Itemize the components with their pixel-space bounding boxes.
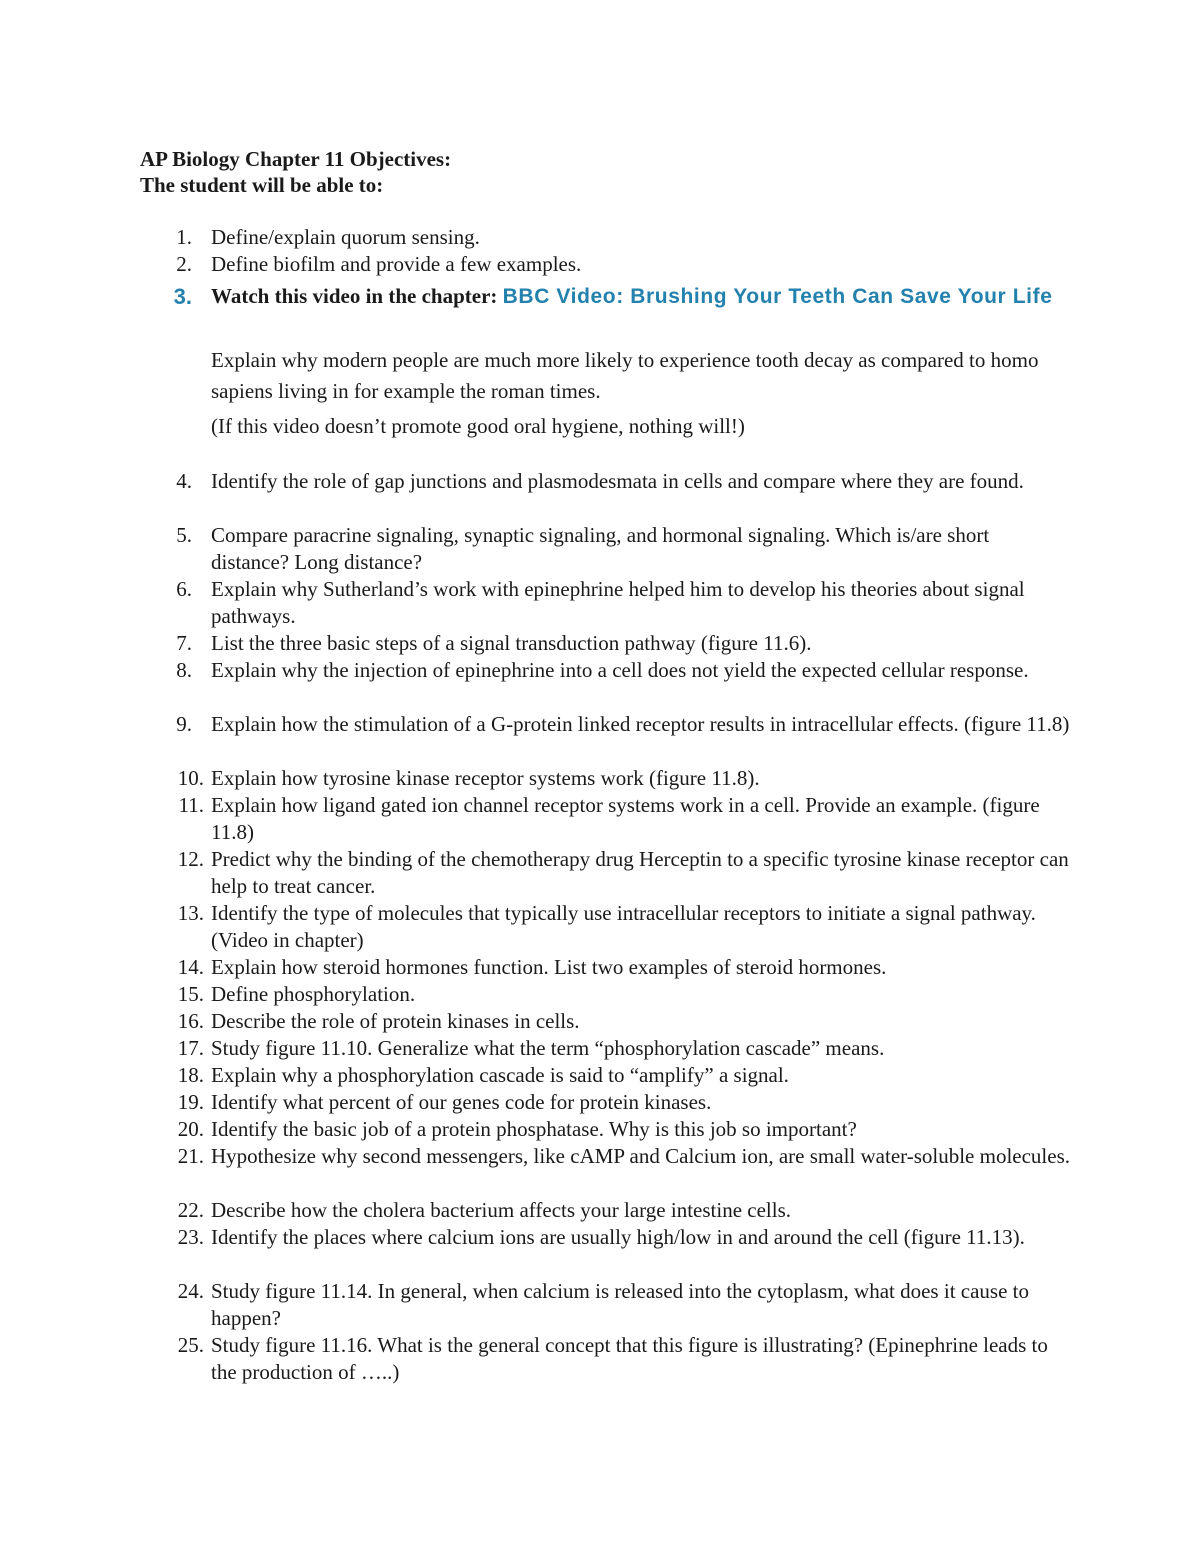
- item-number: 24.: [177, 1279, 204, 1303]
- item-number: 25.: [177, 1333, 204, 1357]
- item-number: 16.: [177, 1009, 204, 1033]
- item-text: Identify the type of molecules that typically use intracellular receptors to initiate a signal pathway. (Video in chapter): [211, 901, 1036, 952]
- item-text: Define/explain quorum sensing.: [211, 225, 480, 249]
- item-number: 9.: [176, 712, 192, 736]
- item-text: List the three basic steps of a signal transduction pathway (figure 11.6).: [211, 631, 812, 655]
- item-number: 21.: [177, 1144, 204, 1168]
- item-number: 17.: [177, 1036, 204, 1060]
- item-number: 20.: [177, 1117, 204, 1141]
- item-text: Study figure 11.14. In general, when calcium is released into the cytoplasm, what does it cause to happen?: [211, 1279, 1029, 1330]
- video-note: (If this video doesn’t promote good oral hygiene, nothing will!): [211, 414, 745, 438]
- video-explanation: Explain why modern people are much more likely to experience tooth decay as compared to homo sapiens living in for example the roman times.: [211, 348, 1039, 403]
- watch-video-label: Watch this video in the chapter:: [211, 284, 498, 308]
- item-text: Study figure 11.10. Generalize what the term “phosphorylation cascade” means.: [211, 1036, 885, 1060]
- page-title: AP Biology Chapter 11 Objectives:: [140, 147, 452, 171]
- item-number: 4.: [176, 469, 192, 493]
- item-text: Explain how steroid hormones function. List two examples of steroid hormones.: [211, 955, 887, 979]
- item-number: 6.: [176, 577, 192, 601]
- item-number: 23.: [177, 1225, 204, 1249]
- item-number: 2.: [176, 252, 192, 276]
- item-text: Define biofilm and provide a few examples.: [211, 252, 582, 276]
- item-text: Explain how ligand gated ion channel receptor systems work in a cell. Provide an example. (figure 11.8): [211, 793, 1040, 844]
- page-subtitle: The student will be able to:: [140, 173, 384, 197]
- item-text: Explain why Sutherland’s work with epinephrine helped him to develop his theories about signal pathways.: [211, 577, 1025, 628]
- item-text: Hypothesize why second messengers, like cAMP and Calcium ion, are small water-soluble molecules.: [211, 1144, 1071, 1168]
- item-number: 3.: [173, 284, 192, 309]
- item-text: Identify the role of gap junctions and plasmodesmata in cells and compare where they are found.: [211, 469, 1024, 493]
- item-text: Explain how the stimulation of a G-protein linked receptor results in intracellular effects. (figure 11.8): [211, 712, 1070, 736]
- item-number: 10.: [177, 766, 204, 790]
- item-number: 1.: [176, 225, 192, 249]
- item-text: Compare paracrine signaling, synaptic signaling, and hormonal signaling. Which is/are short distance? Long distance?: [211, 523, 990, 574]
- item-number: 14.: [177, 955, 204, 979]
- item-number: 8.: [176, 658, 192, 682]
- item-number: 5.: [176, 523, 192, 547]
- item-number: 19.: [177, 1090, 204, 1114]
- item-number: 7.: [176, 631, 192, 655]
- item-text: Predict why the binding of the chemotherapy drug Herceptin to a specific tyrosine kinase receptor can help to treat cancer.: [211, 847, 1069, 898]
- item-number: 22.: [177, 1198, 204, 1222]
- item-text: Explain why a phosphorylation cascade is said to “amplify” a signal.: [211, 1063, 789, 1087]
- item-text: Explain how tyrosine kinase receptor systems work (figure 11.8).: [211, 766, 760, 790]
- item-text: Define phosphorylation.: [211, 982, 416, 1006]
- item-text: Identify the places where calcium ions are usually high/low in and around the cell (figure 11.13).: [211, 1225, 1025, 1249]
- item-text: Explain why the injection of epinephrine into a cell does not yield the expected cellular response.: [211, 658, 1029, 682]
- item-text: Describe the role of protein kinases in cells.: [211, 1009, 580, 1033]
- item-text: Identify what percent of our genes code for protein kinases.: [211, 1090, 712, 1114]
- bbc-video-link[interactable]: BBC Video: Brushing Your Teeth Can Save Your Life: [502, 285, 1053, 308]
- item-number: 15.: [177, 982, 204, 1006]
- item-text: Describe how the cholera bacterium affects your large intestine cells.: [211, 1198, 791, 1222]
- item-number: 12.: [177, 847, 204, 871]
- item-text: Study figure 11.16. What is the general concept that this figure is illustrating? (Epinephrine leads to the production of …..): [211, 1333, 1048, 1384]
- item-number: 18.: [177, 1063, 204, 1087]
- item-text: [211, 281, 1071, 312]
- item-text: Identify the basic job of a protein phosphatase. Why is this job so important?: [211, 1117, 857, 1141]
- item-number: 13.: [177, 901, 204, 925]
- item-number: 11.: [178, 793, 204, 817]
